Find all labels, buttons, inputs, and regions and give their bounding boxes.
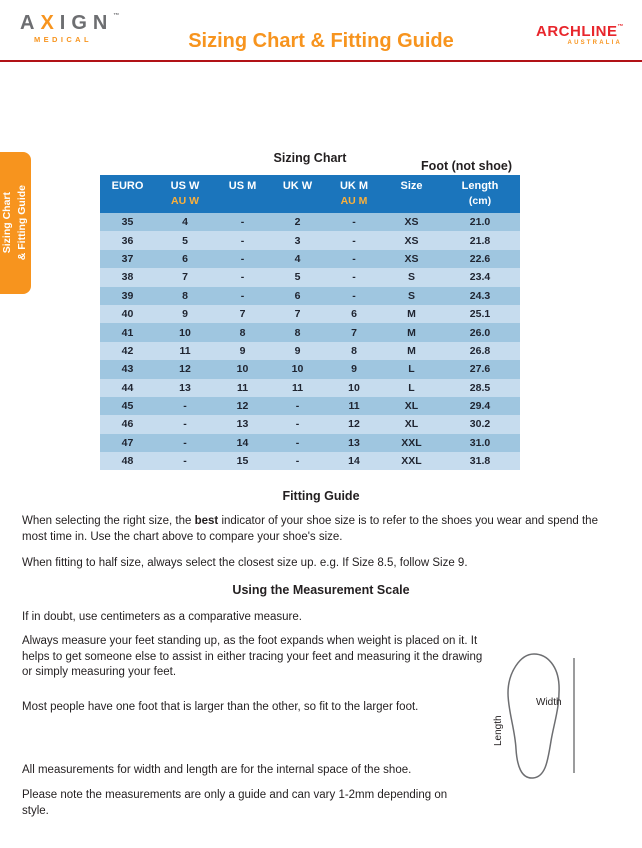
header-divider xyxy=(0,60,642,62)
table-cell: 21.0 xyxy=(469,216,491,229)
measurement-paragraph-4: All measurements for width and length are for the internal space of the shoe. xyxy=(22,764,412,776)
trademark-symbol: ™ xyxy=(617,24,624,30)
table-cell: 14 xyxy=(236,436,249,449)
table-cell: 6 xyxy=(182,252,188,265)
width-label: Width xyxy=(536,697,562,708)
table-cell: 31.0 xyxy=(469,436,491,449)
table-cell: 11 xyxy=(179,344,191,357)
table-cell: 10 xyxy=(236,363,249,376)
table-cell: 22.6 xyxy=(469,252,491,265)
table-cell: 9 xyxy=(351,363,357,376)
table-row xyxy=(100,287,520,305)
table-row xyxy=(100,397,520,415)
table-cell: 3 xyxy=(294,234,301,247)
table-cell: XL xyxy=(404,400,419,413)
table-cell: 13 xyxy=(179,381,191,394)
column-header-ukw: UK W xyxy=(282,180,313,192)
table-cell: 4 xyxy=(294,252,301,265)
column-header-ukm: UK M AU M xyxy=(339,180,369,207)
table-row xyxy=(100,379,520,397)
table-cell: 5 xyxy=(182,234,188,247)
table-cell: 10 xyxy=(348,381,360,394)
table-cell: 14 xyxy=(348,455,360,468)
table-cell: 42 xyxy=(121,344,134,357)
table-cell: L xyxy=(408,363,415,376)
table-cell: 9 xyxy=(182,308,188,321)
table-cell: 27.6 xyxy=(469,363,491,376)
sizing-table xyxy=(100,175,520,470)
table-cell: L xyxy=(408,381,415,394)
table-cell: 45 xyxy=(121,400,134,413)
table-cell: 39 xyxy=(121,289,134,302)
table-cell: 11 xyxy=(236,381,249,394)
table-cell: 35 xyxy=(121,216,134,229)
table-cell: XL xyxy=(404,418,419,431)
table-cell: 8 xyxy=(239,326,246,339)
table-cell: 8 xyxy=(351,344,357,357)
table-cell: 13 xyxy=(236,418,249,431)
table-cell: 29.4 xyxy=(469,400,491,413)
measurement-paragraph-1: If in doubt, use centimeters as a comparative measure. xyxy=(22,611,302,623)
table-cell: - xyxy=(295,436,300,449)
table-cell: 4 xyxy=(182,216,188,229)
table-cell: M xyxy=(407,326,416,339)
table-cell: 6 xyxy=(294,289,301,302)
table-cell: 36 xyxy=(121,234,134,247)
table-row xyxy=(100,268,520,286)
fitting-guide-paragraph-2: When fitting to half size, always select the closest size up. e.g. If Size 8.5, follow Size 9. xyxy=(22,557,468,569)
fitting-guide-paragraph-1: When selecting the right size, the best indicator of your shoe size is to refer to the shoes you wear and spend the most time in. Use the chart above to compare your shoe's size. xyxy=(22,515,598,543)
table-cell: 12 xyxy=(348,418,360,431)
table-cell: XXL xyxy=(401,455,422,468)
table-cell: - xyxy=(352,289,356,302)
table-cell: 46 xyxy=(121,418,134,431)
table-cell: - xyxy=(240,216,245,229)
table-cell: 25.1 xyxy=(469,308,491,321)
table-cell: 11 xyxy=(348,400,360,413)
side-tab-label: Sizing Chart & Fitting Guide xyxy=(1,185,29,261)
axign-logo-word: AXIGN™ xyxy=(20,12,120,34)
table-cell: XXL xyxy=(401,436,422,449)
table-cell: 10 xyxy=(291,363,304,376)
sizing-table-body xyxy=(100,213,520,470)
measurement-scale-title: Using the Measurement Scale xyxy=(232,583,410,597)
table-row xyxy=(100,231,520,249)
table-row xyxy=(100,415,520,433)
table-cell: 12 xyxy=(236,400,249,413)
measurement-paragraph-3: Most people have one foot that is larger than the other, so fit to the larger foot. xyxy=(22,701,419,713)
table-cell: - xyxy=(240,252,245,265)
page-title: Sizing Chart & Fitting Guide xyxy=(188,30,454,52)
measurement-paragraph-5: Please note the measurements are only a guide and can vary 1-2mm depending on style. xyxy=(22,789,448,817)
table-cell: 8 xyxy=(182,289,188,302)
table-cell: 31.8 xyxy=(469,455,491,468)
table-cell: 12 xyxy=(179,363,191,376)
table-cell: 41 xyxy=(121,326,134,339)
table-cell: 9 xyxy=(239,344,246,357)
table-cell: 26.8 xyxy=(469,344,491,357)
table-cell: XS xyxy=(404,234,419,247)
table-row xyxy=(100,250,520,268)
column-header-length: Length (cm) xyxy=(461,180,499,207)
column-header-size: Size xyxy=(400,180,423,192)
sizing-chart-title: Sizing Chart xyxy=(273,151,347,165)
table-row xyxy=(100,342,520,360)
column-header-euro: EURO xyxy=(111,180,144,192)
table-cell: 24.3 xyxy=(469,289,491,302)
table-cell: 5 xyxy=(294,271,301,284)
table-cell: - xyxy=(295,455,300,468)
table-cell: - xyxy=(183,418,187,431)
table-cell: - xyxy=(183,400,187,413)
table-row xyxy=(100,323,520,341)
table-cell: 37 xyxy=(121,252,134,265)
table-cell: S xyxy=(407,271,415,284)
table-cell: - xyxy=(295,400,300,413)
table-cell: - xyxy=(352,216,356,229)
table-cell: 40 xyxy=(121,308,134,321)
archline-logo xyxy=(536,24,624,46)
table-cell: 44 xyxy=(121,381,134,394)
table-cell: M xyxy=(407,308,416,321)
side-tab xyxy=(0,152,31,294)
axign-logo-subtitle: MEDICAL xyxy=(34,35,92,44)
table-cell: - xyxy=(240,234,245,247)
table-row xyxy=(100,213,520,231)
archline-logo-word: ARCHLINE™ xyxy=(536,23,624,40)
column-header-usm: US M xyxy=(228,180,257,192)
table-cell: 9 xyxy=(294,344,301,357)
table-cell: 8 xyxy=(294,326,301,339)
foot-outline-icon xyxy=(493,648,589,788)
table-cell: 15 xyxy=(236,455,249,468)
measurement-paragraph-2: Always measure your feet standing up, as the foot expands when weight is placed on it. It helps to get someone else to assist in either tracing your feet and measuring it the drawing or simply measuring your feet. xyxy=(22,635,483,679)
table-cell: 30.2 xyxy=(469,418,491,431)
table-cell: 7 xyxy=(239,308,246,321)
table-cell: 23.4 xyxy=(469,271,491,284)
table-cell: 7 xyxy=(182,271,188,284)
table-cell: 13 xyxy=(348,436,360,449)
table-cell: 43 xyxy=(121,363,134,376)
table-cell: S xyxy=(407,289,415,302)
length-label: Length xyxy=(493,715,504,746)
table-row xyxy=(100,452,520,470)
table-cell: - xyxy=(183,455,187,468)
foot-measurement-diagram xyxy=(493,648,589,788)
table-cell: 26.0 xyxy=(469,326,491,339)
table-header-row xyxy=(100,175,520,213)
trademark-symbol: ™ xyxy=(113,13,120,19)
table-cell: 11 xyxy=(291,381,304,394)
table-cell: 48 xyxy=(121,455,134,468)
table-cell: 7 xyxy=(294,308,301,321)
table-cell: - xyxy=(240,271,245,284)
foot-not-shoe-note: Foot (not shoe) xyxy=(421,159,512,173)
table-row xyxy=(100,434,520,452)
table-cell: - xyxy=(240,289,245,302)
table-cell: 2 xyxy=(294,216,301,229)
archline-logo-subtitle: AUSTRALIA xyxy=(567,40,622,46)
table-cell: 6 xyxy=(351,308,357,321)
table-cell: 28.5 xyxy=(469,381,491,394)
table-cell: - xyxy=(352,234,356,247)
table-cell: XS xyxy=(404,252,419,265)
table-cell: - xyxy=(295,418,300,431)
table-cell: XS xyxy=(404,216,419,229)
table-cell: 21.8 xyxy=(469,234,491,247)
column-header-usw: US W AU W xyxy=(170,180,200,207)
fitting-guide-title: Fitting Guide xyxy=(282,489,360,503)
table-cell: - xyxy=(183,436,187,449)
table-row xyxy=(100,305,520,323)
table-cell: 38 xyxy=(121,271,134,284)
table-cell: 10 xyxy=(179,326,191,339)
table-cell: - xyxy=(352,252,356,265)
table-cell: - xyxy=(352,271,356,284)
table-cell: 7 xyxy=(351,326,357,339)
table-row xyxy=(100,360,520,378)
table-cell: M xyxy=(407,344,416,357)
table-cell: 47 xyxy=(121,436,134,449)
